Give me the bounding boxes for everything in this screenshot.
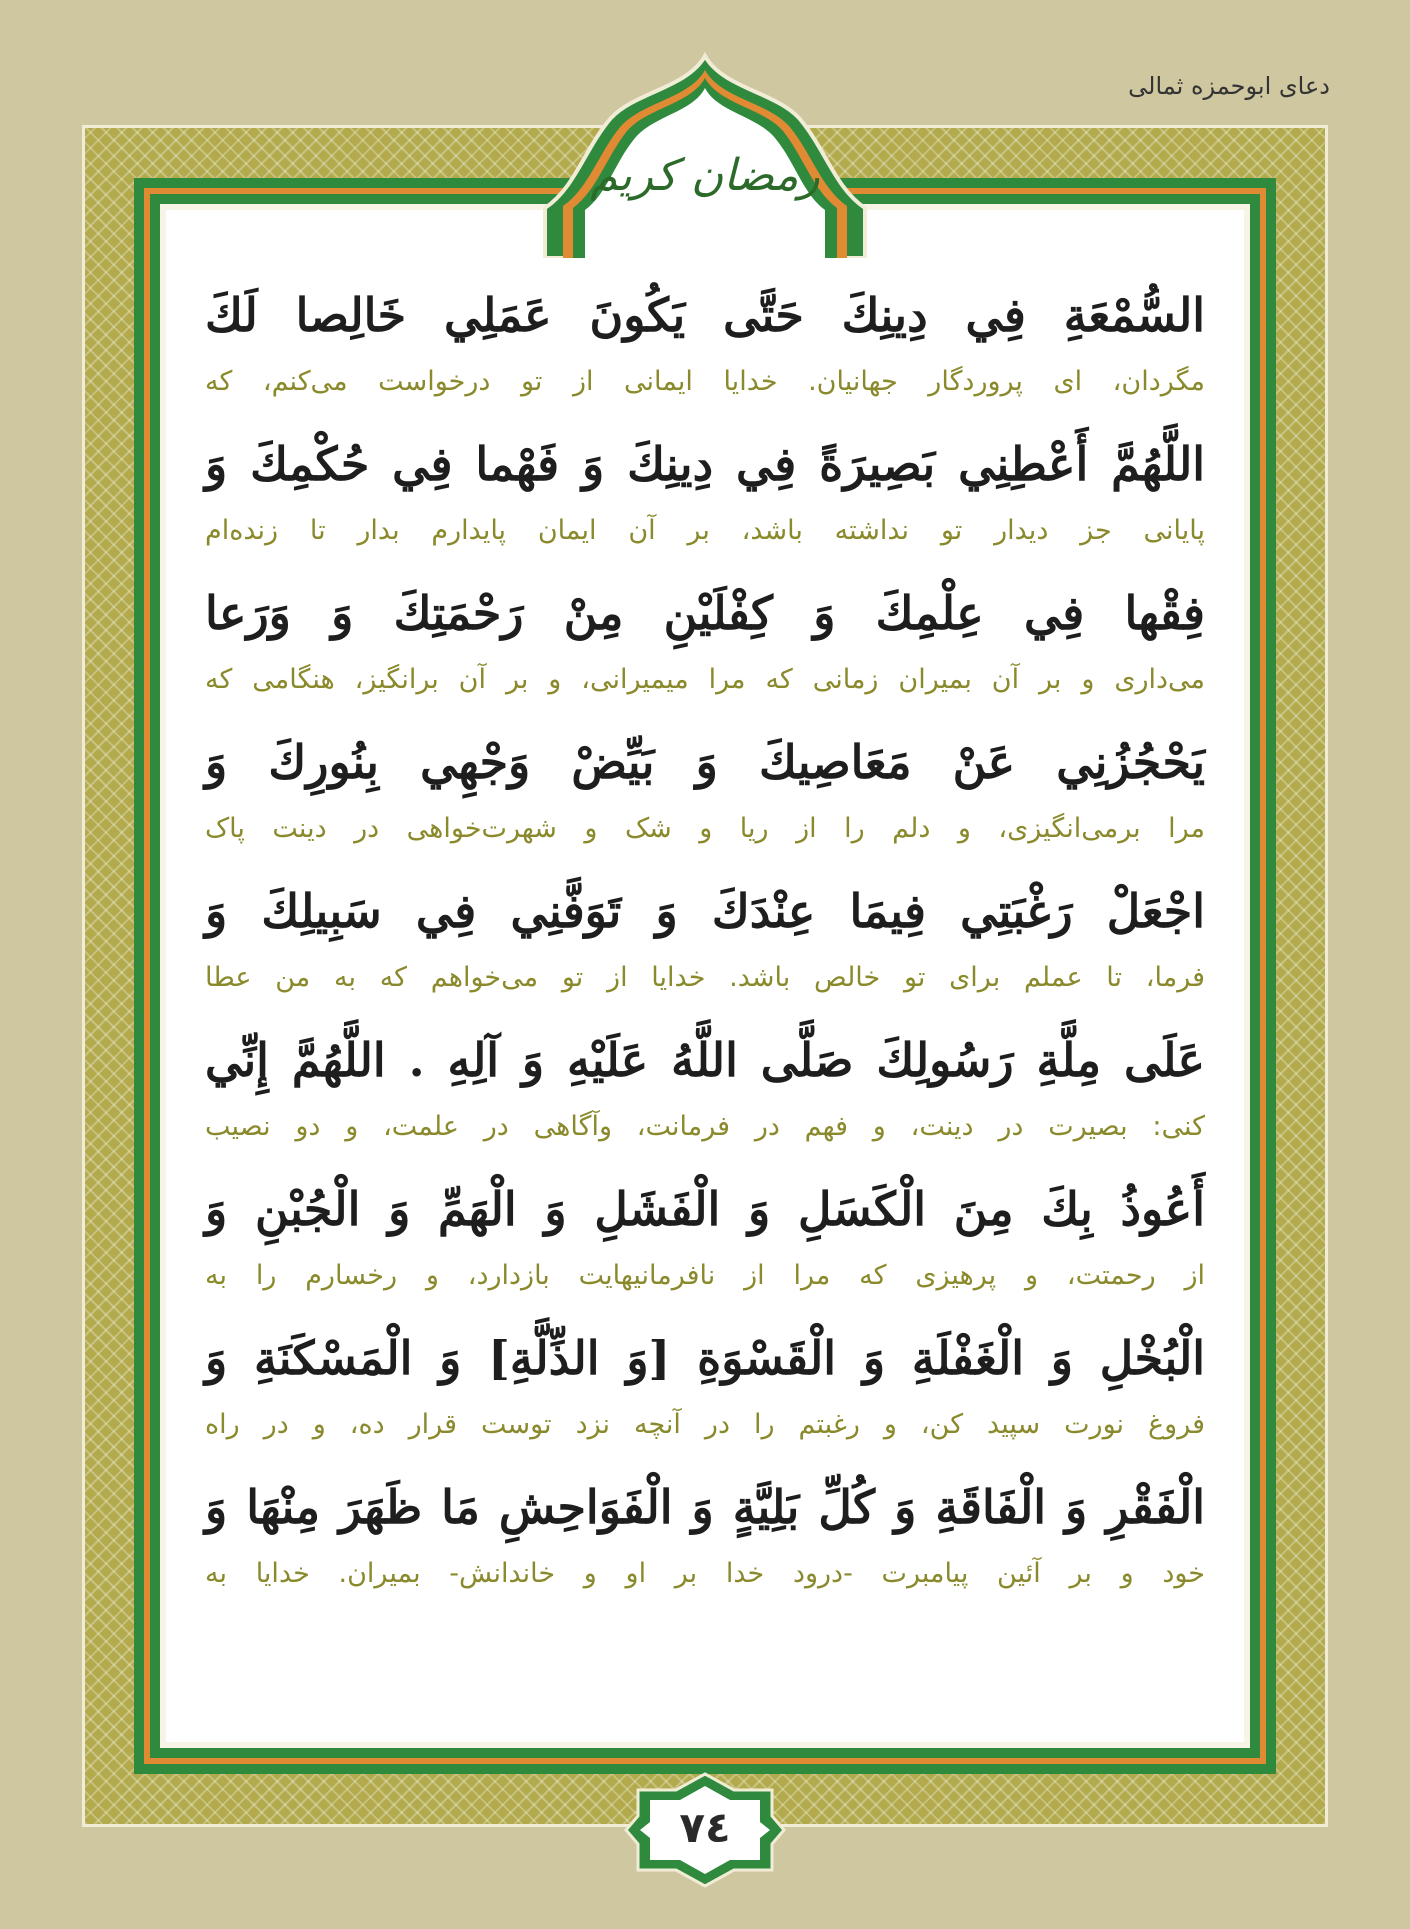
persian-translation: از رحمتت، و پرهیزی که مرا از نافرمانیهایت بازدارد، و رخسارم را به: [205, 1260, 1205, 1291]
arabic-line: فِقْها فِي عِلْمِكَ وَ كِفْلَيْنِ مِنْ رَحْمَتِكَ وَ وَرَعا: [205, 586, 1205, 640]
persian-translation: فرما، تا عملم برای تو خالص باشد. خدایا از تو می‌خواهم که به من عطا: [205, 962, 1205, 993]
verse-pair: [205, 876, 1205, 1025]
page-number: ۷٤: [679, 1803, 731, 1852]
arabic-line: اللَّهُمَّ أَعْطِنِي بَصِيرَةً فِي دِينِكَ وَ فَهْما فِي حُكْمِكَ وَ: [205, 437, 1205, 491]
arabic-line: الْفَقْرِ وَ الْفَاقَةِ وَ كُلِّ بَلِيَّةٍ وَ الْفَوَاحِشِ مَا ظَهَرَ مِنْهَا وَ: [205, 1480, 1205, 1534]
persian-translation: می‌داری و بر آن بمیران زمانی که مرا میمیرانی، و بر آن برانگیز، هنگامی که: [205, 664, 1205, 695]
prayer-text: [205, 280, 1205, 1621]
ramadan-calligraphy: رمضان کریم: [590, 150, 820, 201]
persian-translation: مگردان، ای پروردگار جهانیان. خدایا ایمانی از تو درخواست می‌کنم، که: [205, 366, 1205, 397]
persian-translation: پایانی جز دیدار تو نداشته باشد، بر آن ایمان پایدارم بدار تا زنده‌ام: [205, 515, 1205, 546]
persian-translation: کنی: بصیرت در دینت، و فهم در فرمانت، وآگاهی در علمت، و دو نصیب: [205, 1111, 1205, 1142]
verse-pair: [205, 1323, 1205, 1472]
arabic-line: أَعُوذُ بِكَ مِنَ الْكَسَلِ وَ الْفَشَلِ وَ الْهَمِّ وَ الْجُبْنِ وَ: [205, 1182, 1205, 1236]
arabic-line: اجْعَلْ رَغْبَتِي فِيمَا عِنْدَكَ وَ تَوَفَّنِي فِي سَبِيلِكَ وَ: [205, 884, 1205, 938]
verse-pair: [205, 1025, 1205, 1174]
arabic-line: عَلَى مِلَّةِ رَسُولِكَ صَلَّى اللَّهُ عَلَيْهِ وَ آلِهِ . اللَّهُمَّ إِنِّي: [205, 1033, 1205, 1087]
verse-pair: [205, 727, 1205, 876]
arabic-line: السُّمْعَةِ فِي دِينِكَ حَتَّى يَكُونَ عَمَلِي خَالِصا لَكَ: [205, 288, 1205, 342]
verse-pair: [205, 429, 1205, 578]
page-header-title: دعای ابوحمزه ثمالی: [1128, 72, 1330, 100]
verse-pair: [205, 280, 1205, 429]
verse-pair: [205, 1174, 1205, 1323]
verse-pair: [205, 1472, 1205, 1621]
arabic-line: يَحْجُزُنِي عَنْ مَعَاصِيكَ وَ بَيِّضْ وَجْهِي بِنُورِكَ وَ: [205, 735, 1205, 789]
arabic-line: الْبُخْلِ وَ الْغَفْلَةِ وَ الْقَسْوَةِ [وَ الذِّلَّةِ] وَ الْمَسْكَنَةِ وَ: [205, 1331, 1205, 1385]
persian-translation: فروغ نورت سپید کن، و رغبتم را در آنچه نزد توست قرار ده، و در راه: [205, 1409, 1205, 1440]
persian-translation: خود و بر آئین پیامبرت -درود خدا بر او و خاندانش- بمیران. خدایا به: [205, 1558, 1205, 1589]
persian-translation: مرا برمی‌انگیزی، و دلم را از ریا و شک و شهرت‌خواهی در دینت پاک: [205, 813, 1205, 844]
verse-pair: [205, 578, 1205, 727]
